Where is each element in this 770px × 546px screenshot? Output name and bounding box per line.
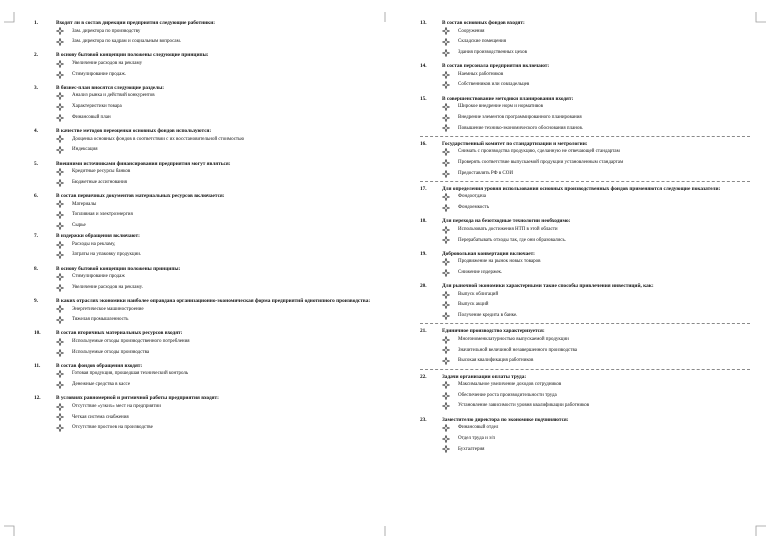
question-text: Заместителю директора по экономике подчиняются: — [442, 416, 569, 423]
answer-option — [56, 250, 386, 261]
question-item — [34, 298, 386, 325]
answer-option — [442, 168, 750, 179]
answer-option — [442, 192, 750, 203]
question-number: 21. — [420, 328, 427, 335]
diamond-bullet-icon — [56, 200, 64, 208]
answer-text: Выпуск акций — [458, 302, 489, 308]
diamond-bullet-icon — [442, 312, 450, 320]
answer-text: Четкая система снабжения — [72, 414, 129, 420]
answer-option — [442, 444, 750, 455]
question-heading — [34, 298, 386, 304]
question-heading — [420, 63, 750, 69]
section-separator — [420, 136, 750, 137]
question-text: В совершенствование методики планирования входят: — [442, 95, 574, 102]
answer-option — [56, 412, 386, 423]
question-text: В бизнес-план вносятся следующие разделы: — [56, 84, 165, 91]
diamond-bullet-icon — [442, 38, 450, 46]
question-number: 17. — [420, 185, 427, 192]
diamond-bullet-icon — [56, 71, 64, 79]
answer-text: Сооружения — [458, 28, 485, 34]
diamond-bullet-icon — [56, 179, 64, 187]
question-number: 8. — [34, 265, 38, 272]
answer-text: Зам. директора по кадрам и социальным вопросам. — [72, 39, 181, 45]
question-number: 2. — [34, 52, 38, 59]
question-number: 16. — [420, 140, 427, 147]
question-heading — [34, 20, 386, 26]
question-item — [34, 20, 386, 47]
answer-option — [442, 80, 750, 91]
answer-text: Финансовый план — [72, 114, 111, 120]
question-item — [34, 52, 386, 79]
answer-option — [442, 300, 750, 311]
question-number: 23. — [420, 416, 427, 423]
answer-text: Здания производственных цехов — [458, 49, 528, 55]
diamond-bullet-icon — [442, 258, 450, 266]
answer-option — [56, 304, 386, 315]
question-number: 9. — [34, 298, 38, 304]
diamond-bullet-icon — [56, 60, 64, 68]
question-text: В состав основных фондов входят: — [442, 20, 525, 26]
diamond-bullet-icon — [442, 103, 450, 111]
answer-option — [442, 423, 750, 434]
diamond-bullet-icon — [442, 226, 450, 234]
diamond-bullet-icon — [442, 381, 450, 389]
answer-option — [56, 347, 386, 358]
question-number: 3. — [34, 84, 38, 91]
answer-text: Снимать с производства продукцию, сделанную не отвечающей стандартам — [458, 149, 620, 155]
section-separator — [420, 369, 750, 370]
diamond-bullet-icon — [442, 301, 450, 309]
answer-text: Стимулирование продаж. — [72, 71, 127, 77]
question-item — [34, 330, 386, 357]
question-text: В качестве методов переоценки основных фондов используются: — [56, 128, 212, 135]
diamond-bullet-icon — [56, 27, 64, 35]
question-text: В состав вторичных материальных ресурсов входят: — [56, 330, 183, 337]
answer-option — [442, 203, 750, 214]
answer-text: Дооценка основных фондов в соответствии с их восстановительной стоимостью — [72, 136, 245, 142]
answer-text: Материалы — [72, 201, 97, 207]
answer-text: Бюджетные ассигнования — [72, 179, 127, 185]
question-heading — [420, 374, 750, 380]
question-item — [420, 141, 750, 179]
diamond-bullet-icon — [56, 251, 64, 259]
answer-text: Фондоотдача — [458, 194, 487, 200]
answer-text: Значительной величиной незавершенного производства — [458, 347, 577, 353]
answer-text: Выпуск облигаций — [458, 291, 499, 297]
diamond-bullet-icon — [442, 336, 450, 344]
question-heading — [420, 20, 750, 26]
question-item — [420, 283, 750, 321]
answer-text: Собственников или совладельцев — [458, 82, 530, 88]
right-column — [420, 20, 750, 457]
answer-option — [442, 26, 750, 37]
diamond-bullet-icon — [56, 38, 64, 46]
question-text: В условиях равномерной и ритмичной работы предприятия входят: — [56, 395, 219, 402]
answer-text: Наемных работников — [458, 71, 504, 77]
question-text: В основу бытовой концепции положены принципы: — [56, 265, 181, 272]
diamond-bullet-icon — [56, 146, 64, 154]
question-number: 7. — [34, 233, 38, 240]
answer-option — [442, 380, 750, 391]
diamond-bullet-icon — [442, 236, 450, 244]
answer-option — [56, 37, 386, 48]
answer-option — [56, 69, 386, 80]
question-text: Единичное производство характеризуется: — [442, 328, 545, 335]
question-heading — [420, 417, 750, 423]
answer-text: Увеличение расходов на рекламу. — [72, 284, 143, 290]
diamond-bullet-icon — [442, 114, 450, 122]
answer-option — [56, 315, 386, 326]
answer-option — [56, 337, 386, 348]
question-number: 4. — [34, 128, 38, 135]
question-heading — [34, 363, 386, 369]
question-number: 11. — [34, 362, 41, 369]
question-text: Для рыночной экономики характерными такие способы привлечения инвестиций, как: — [442, 283, 654, 290]
diamond-bullet-icon — [56, 103, 64, 111]
diamond-bullet-icon — [56, 222, 64, 230]
question-heading — [420, 96, 750, 102]
answer-option — [442, 37, 750, 48]
diamond-bullet-icon — [442, 402, 450, 410]
left-column — [34, 20, 386, 436]
question-text: В состав фондов обращения входят: — [56, 362, 143, 369]
question-heading — [420, 283, 750, 289]
question-heading — [34, 128, 386, 134]
answer-text: Стимулирование продаж — [72, 274, 125, 280]
question-heading — [420, 251, 750, 257]
answer-option — [442, 345, 750, 356]
answer-option — [442, 334, 750, 345]
question-text: Внешними источниками финансирования предприятия могут являться: — [56, 160, 231, 167]
question-text: Входят ли в состав дирекции предприятия следующие работники: — [56, 20, 216, 26]
answer-text: Использовать достижения НТП в этой области — [458, 226, 558, 232]
diamond-bullet-icon — [56, 349, 64, 357]
answer-option — [442, 235, 750, 246]
answer-text: Перерабатывать отходы так, где они образовались. — [458, 237, 566, 243]
question-number: 5. — [34, 160, 38, 167]
answer-option — [442, 433, 750, 444]
diamond-bullet-icon — [56, 135, 64, 143]
answer-text: Энергетическое машиностроение — [72, 306, 144, 312]
diamond-bullet-icon — [56, 114, 64, 122]
question-number: 1. — [34, 20, 38, 26]
diamond-bullet-icon — [442, 291, 450, 299]
question-item — [420, 63, 750, 90]
question-heading — [34, 266, 386, 272]
diamond-bullet-icon — [442, 148, 450, 156]
answer-option — [442, 112, 750, 123]
question-item — [420, 417, 750, 455]
diamond-bullet-icon — [56, 92, 64, 100]
diamond-bullet-icon — [56, 403, 64, 411]
diamond-bullet-icon — [442, 124, 450, 132]
answer-text: Используемые отходы производства — [72, 349, 150, 355]
diamond-bullet-icon — [56, 273, 64, 281]
question-number: 19. — [420, 250, 427, 257]
answer-text: Расходы на рекламу, — [72, 241, 116, 247]
answer-option — [56, 282, 386, 293]
answer-option — [442, 158, 750, 169]
answer-text: Отсутствие простоев на производстве — [72, 425, 153, 431]
answer-text: Топливная и электроэнергия — [72, 212, 133, 218]
answer-option — [56, 26, 386, 37]
diamond-bullet-icon — [442, 204, 450, 212]
answer-text: Обеспечение роста производительности труда — [458, 392, 557, 398]
answer-text: Фондоемкость — [458, 205, 490, 211]
answer-option — [56, 220, 386, 231]
answer-option — [442, 47, 750, 58]
answer-text: Многономенклатурностью выпускаемой продукции — [458, 336, 569, 342]
question-number: 22. — [420, 373, 427, 380]
question-text: В состав первичных документов материальных ресурсов включается: — [56, 192, 225, 199]
answer-text: Получение кредита в банке. — [458, 313, 518, 319]
question-heading — [420, 141, 750, 147]
diamond-bullet-icon — [56, 381, 64, 389]
answer-option — [442, 289, 750, 300]
question-item — [420, 218, 750, 245]
diamond-bullet-icon — [442, 193, 450, 201]
question-text: Государственный комитет по стандартизации и метрологии: — [442, 140, 588, 147]
question-heading — [34, 193, 386, 199]
question-number: 18. — [420, 218, 427, 225]
question-number: 6. — [34, 192, 38, 199]
question-heading — [34, 161, 386, 167]
question-text: Для определения уровня использования основных производственных фондов применяются следующие показатели: — [442, 185, 721, 192]
diamond-bullet-icon — [442, 424, 450, 432]
answer-text: Анализ рынка и действий конкурентов — [72, 93, 155, 99]
diamond-bullet-icon — [56, 316, 64, 324]
answer-text: Отдел труда и з/п — [458, 435, 496, 441]
question-number: 20. — [420, 283, 427, 290]
answer-option — [56, 401, 386, 412]
question-item — [420, 186, 750, 213]
answer-option — [442, 390, 750, 401]
answer-text: Предоставлять РФ в СОИ — [458, 170, 513, 176]
answer-option — [56, 145, 386, 156]
answer-option — [56, 177, 386, 188]
question-text: В издержки обращения включают: — [56, 233, 140, 240]
answer-option — [442, 356, 750, 367]
question-heading — [34, 52, 386, 58]
answer-option — [442, 224, 750, 235]
diamond-bullet-icon — [442, 71, 450, 79]
answer-text: Отсутствие «узких» мест на предприятии — [72, 403, 161, 409]
answer-option — [442, 311, 750, 322]
question-text: Для перехода на безотходные технологии необходимо: — [442, 218, 571, 225]
diamond-bullet-icon — [56, 284, 64, 292]
question-heading — [34, 395, 386, 401]
question-heading — [420, 218, 750, 224]
answer-text: Тяжелая промышленность — [72, 317, 129, 323]
answer-text: Характеристики товара — [72, 104, 122, 110]
diamond-bullet-icon — [442, 170, 450, 178]
question-text: В состав персонала предприятия включают: — [442, 63, 550, 70]
diamond-bullet-icon — [442, 269, 450, 277]
answer-text: Высокая квалификация работников — [458, 358, 534, 364]
answer-option — [56, 167, 386, 178]
answer-option — [56, 239, 386, 250]
question-number: 15. — [420, 95, 427, 102]
diamond-bullet-icon — [442, 81, 450, 89]
answer-option — [56, 91, 386, 102]
diamond-bullet-icon — [56, 211, 64, 219]
question-heading — [34, 330, 386, 336]
diamond-bullet-icon — [442, 346, 450, 354]
diamond-bullet-icon — [442, 49, 450, 57]
answer-text: Снижение издержек. — [458, 270, 503, 276]
answer-text: Складские помещения — [458, 39, 507, 45]
section-separator — [420, 323, 750, 324]
answer-option — [56, 134, 386, 145]
answer-text: Широкое внедрение норм и нормативов — [458, 104, 544, 110]
question-item — [34, 233, 386, 260]
answer-text: Установление зависимости уровня квалификации работников — [458, 403, 590, 409]
answer-option — [56, 423, 386, 434]
answer-option — [56, 112, 386, 123]
answer-option — [442, 102, 750, 113]
answer-option — [56, 59, 386, 70]
answer-text: Бухгалтерия — [458, 446, 485, 452]
question-item — [34, 193, 386, 231]
answer-text: Зам. директора по производству — [72, 28, 141, 34]
answer-text: Финансовый отдел — [458, 425, 499, 431]
diamond-bullet-icon — [56, 305, 64, 313]
answer-text: Увеличение расходов на рекламу — [72, 61, 143, 66]
answer-text: Затраты на упаковку продукции. — [72, 252, 142, 258]
question-item — [34, 395, 386, 433]
answer-option — [442, 69, 750, 80]
answer-text: Используемые отходы производственного потребления — [72, 339, 190, 344]
question-item — [34, 266, 386, 293]
answer-text: Внедрение элементов программированного планирования — [458, 114, 582, 120]
diamond-bullet-icon — [56, 424, 64, 432]
diamond-bullet-icon — [56, 338, 64, 346]
diamond-bullet-icon — [56, 413, 64, 421]
question-text: Задачи организации оплаты труда: — [442, 373, 527, 380]
diamond-bullet-icon — [56, 168, 64, 176]
question-number: 12. — [34, 395, 41, 402]
question-heading — [34, 85, 386, 91]
question-item — [420, 328, 750, 366]
answer-option — [442, 147, 750, 158]
section-separator — [420, 181, 750, 182]
question-item — [420, 20, 750, 58]
question-heading — [420, 186, 750, 192]
answer-text: Повышение технико-экономического обоснования планов. — [458, 125, 584, 131]
question-text: В каких отраслях экономики наиболее оправдана организационно-экономическая форма предприятий однотипного производства: — [56, 298, 371, 304]
answer-option — [56, 380, 386, 391]
answer-text: Сырье — [72, 222, 86, 228]
answer-option — [442, 401, 750, 412]
diamond-bullet-icon — [442, 27, 450, 35]
answer-text: Денежные средства в кассе — [72, 382, 131, 388]
answer-option — [442, 257, 750, 268]
answer-option — [56, 199, 386, 210]
question-item — [420, 96, 750, 134]
question-heading — [34, 233, 386, 239]
diamond-bullet-icon — [442, 357, 450, 365]
answer-text: Проверять соответствие выпускаемой продукции установленным стандартам — [458, 159, 624, 165]
diamond-bullet-icon — [442, 435, 450, 443]
question-text: Добровольная конвертация включает: — [442, 250, 535, 257]
question-number: 14. — [420, 63, 427, 70]
diamond-bullet-icon — [442, 392, 450, 400]
answer-option — [56, 369, 386, 380]
diamond-bullet-icon — [442, 159, 450, 167]
question-number: 13. — [420, 20, 427, 26]
question-item — [34, 363, 386, 390]
question-item — [34, 161, 386, 188]
answer-option — [56, 210, 386, 221]
question-item — [34, 85, 386, 123]
answer-option — [56, 272, 386, 283]
answer-option — [442, 123, 750, 134]
question-item — [420, 251, 750, 278]
answer-option — [56, 102, 386, 113]
question-text: В основу бытовой концепции положены следующие принципы: — [56, 52, 209, 59]
question-item — [420, 374, 750, 412]
answer-option — [442, 268, 750, 279]
answer-text: Продвижение на рынок новых товаров — [458, 259, 541, 265]
question-item — [34, 128, 386, 155]
answer-text: Максимальное увеличение доходов сотрудников — [458, 382, 562, 388]
diamond-bullet-icon — [442, 445, 450, 453]
answer-text: Индексация — [72, 147, 98, 153]
answer-text: Готовая продукция, прошедшая технический контроль — [72, 371, 189, 377]
question-heading — [420, 328, 750, 334]
diamond-bullet-icon — [56, 241, 64, 249]
diamond-bullet-icon — [56, 370, 64, 378]
answer-text: Кредитные ресурсы банков — [72, 169, 131, 175]
question-number: 10. — [34, 330, 41, 337]
